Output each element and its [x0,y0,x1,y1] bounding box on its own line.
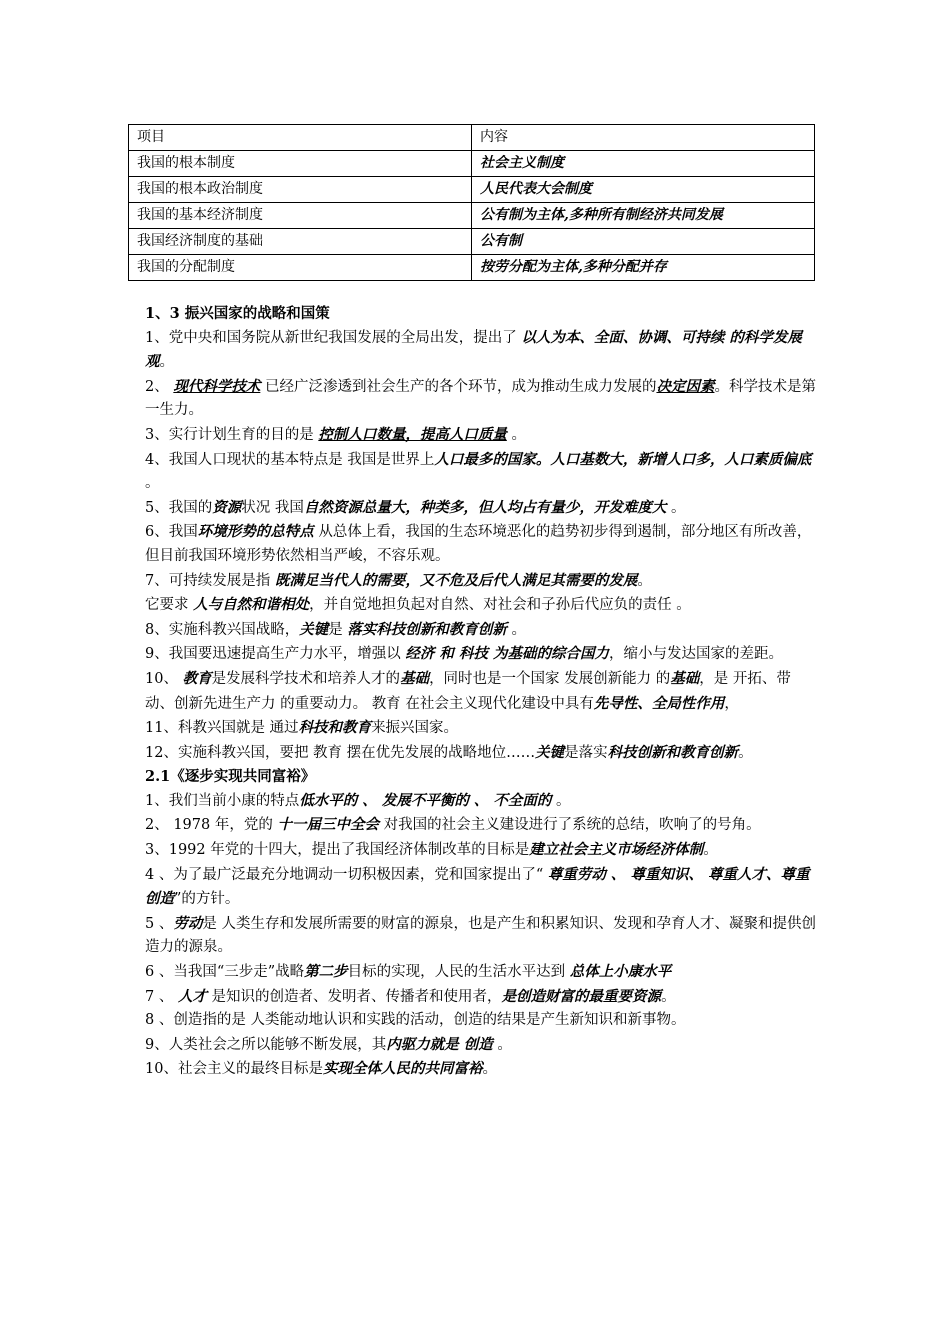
list-item: 2、 现代科学技术 已经广泛渗透到社会生产的各个环节，成为推动生成力发展的决定因素。科学技术是第一生力。 [145,377,816,419]
list-item: 9、我国要迅速提高生产力水平，增强以 经济 和 科技 为基础的综合国力，缩小与发达国家的差距。 [145,645,783,663]
table-header-row [129,125,815,151]
list-item: 8、实施科教兴国战略，关键是 落实科技创新和教育创新 。 [145,620,526,638]
list-item: 3、实行计划生育的目的是 控制人口数量，提高人口质量 。 [145,425,526,443]
list-item: 它要求 人与自然和谐相处，并自觉地担负起对自然、对社会和子孙后代应负的责任 。 [145,596,691,614]
list-item: 2、 1978 年，党的 十一届三中全会 对我国的社会主义建设进行了系统的总结，吹响了的号角。 [145,816,761,834]
list-item: 10、 教育是发展科学技术和培养人才的基础，同时也是一个国家 发展创新能力 的基础，是 开拓、带动、创新先进生产力 的重要动力。 教育 在社会主义现代化建设中具有先导性、全局性作用， [145,669,791,712]
table-cell-item: 我国的根本制度 [129,151,472,177]
table-row [129,203,815,229]
system-table [128,124,815,281]
table-cell-item: 我国的根本政治制度 [129,177,472,203]
list-item: 8 、创造指的是 人类能动地认识和实践的活动，创造的结果是产生新知识和新事物。 [145,1012,686,1029]
header-cell-content: 内容 [472,125,815,151]
list-item: 9、人类社会之所以能够不断发展，其内驱力就是 创造 。 [145,1035,512,1053]
table-cell-item: 我国经济制度的基础 [129,229,472,255]
list-item: 5 、劳动是 人类生存和发展所需要的财富的源泉，也是产生和积累知识、发现和孕育人才、凝聚和提供创造力的源泉。 [145,914,816,956]
table-cell-content: 公有制 [472,229,815,255]
table-cell-content: 人民代表大会制度 [472,177,815,203]
list-item: 7、可持续发展是指 既满足当代人的需要，又不危及后代人满足其需要的发展。 [145,571,652,589]
table-row [129,151,815,177]
list-item: 1、我们当前小康的特点低水平的 、 发展不平衡的 、 不全面的 。 [145,791,571,809]
table-cell-item: 我国的基本经济制度 [129,203,472,229]
list-item: 6、我国环境形势的总特点 从总体上看，我国的生态环境恶化的趋势初步得到遏制，部分地区有所改善，但目前我国环境形势依然相当严峻，不容乐观。 [145,523,812,564]
list-item: 5、我国的资源状况 我国自然资源总量大，种类多，但人均占有量少，开发难度大 。 [145,498,686,516]
list-item: 7 、 人才 是知识的创造者、发明者、传播者和使用者，是创造财富的最重要资源。 [145,987,676,1005]
table-cell-item: 我国的分配制度 [129,255,472,281]
list-item: 10、社会主义的最终目标是实现全体人民的共同富裕。 [145,1060,497,1078]
list-item: 11、科教兴国就是 通过科技和教育来振兴国家。 [145,719,459,737]
table-row [129,177,815,203]
table-row [129,255,815,281]
header-cell-item: 项目 [129,125,472,151]
list-item: 12、实施科教兴国，要把 教育 摆在优先发展的战略地位……关键是落实科技创新和教育创新。 [145,743,753,761]
table-cell-content: 公有制为主体,多种所有制经济共同发展 [472,203,815,229]
notes-body [145,302,817,1082]
list-item: 4、我国人口现状的基本特点是 我国是世界上人口最多的国家。人口基数大，新增人口多，人口素质偏底 。 [145,450,812,492]
table-cell-content: 按劳分配为主体,多种分配并存 [472,255,815,281]
list-item: 3、1992 年党的十四大，提出了我国经济体制改革的目标是建立社会主义市场经济体制。 [145,841,718,859]
section-heading: 2.1《逐步实现共同富裕》 [145,768,316,786]
table-cell-content: 社会主义制度 [472,151,815,177]
list-item: 4 、为了最广泛最充分地调动一切积极因素，党和国家提出了“ 尊重劳动 、 尊重知识、 尊重人才、尊重创造”的方针。 [145,865,810,908]
section-heading: 1、3 振兴国家的战略和国策 [145,305,330,322]
table-row [129,229,815,255]
list-item: 1、党中央和国务院从新世纪我国发展的全局出发，提出了 以人为本、全面、协调、可持续 的科学发展观。 [145,328,802,371]
list-item: 6 、当我国“三步走”战略第二步目标的实现，人民的生活水平达到 总体上小康水平 [145,963,672,981]
